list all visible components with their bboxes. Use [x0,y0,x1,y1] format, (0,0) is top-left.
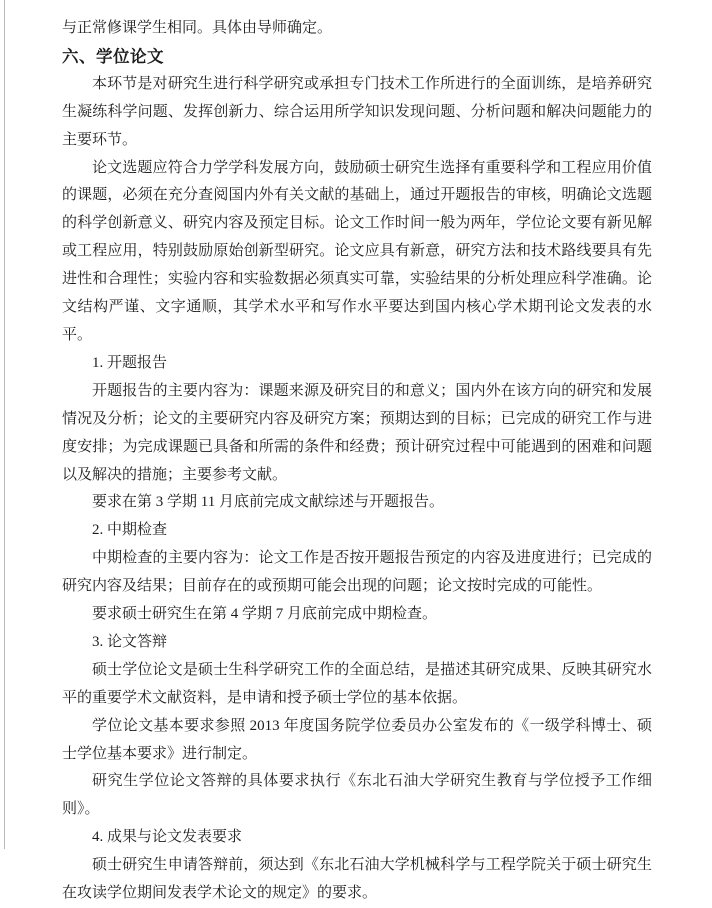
paragraph-midterm-content: 中期检查的主要内容为：论文工作是否按开题报告预定的内容及进度进行；已完成的研究内容及结果；目前存在的或预期可能会出现的问题；论文按时完成的可能性。 [62,550,652,595]
paragraph-proposal-deadline: 要求在第 3 学期 11 月底前完成文献综述与开题报告。 [92,494,444,511]
paragraph-proposal-content: 开题报告的主要内容为：课题来源及研究目的和意义；国内外在该方向的研究和发展情况及分析；论文的主要研究内容及研究方案；预期达到的目标；已完成的研究工作与进度安排；为完成课题已具备和所需的条件和经费；预计研究过程中可能遇到的困难和问题以及解决的措施；主要参考文献。 [62,382,652,483]
paragraph-midterm-deadline: 要求硕士研究生在第 4 学期 7 月底前完成中期检查。 [92,606,438,623]
page-edge-line [4,0,5,849]
section-heading-degree-thesis: 六、学位论文 [62,46,164,66]
paragraph-defense-rules: 研究生学位论文答辩的具体要求执行《东北石油大学研究生教育与学位授予工作细则》。 [62,773,652,818]
paragraph-basic-requirements: 学位论文基本要求参照 2013 年度国务院学位委员办公室发布的《一级学科博士、硕士学位基本要求》进行制定。 [62,717,652,762]
paragraph-thesis-summary: 硕士学位论文是硕士生科学研究工作的全面总结，是描述其研究成果、反映其研究水平的重要学术文献资料，是申请和授予硕士学位的基本依据。 [62,661,652,706]
numbered-item-proposal: 1. 开题报告 [92,354,168,371]
paragraph-publication-rules: 硕士研究生申请答辩前，须达到《东北石油大学机械科学与工程学院关于硕士研究生在攻读学位期间发表学术论文的规定》的要求。 [62,857,652,902]
continued-paragraph: 与正常修课学生相同。具体由导师确定。 [62,20,333,36]
numbered-item-thesis-defense: 3. 论文答辩 [92,633,168,650]
numbered-item-midterm-check: 2. 中期检查 [92,522,168,539]
document-body [62,15,652,908]
paragraph-topic-selection: 论文选题应符合力学学科发展方向，鼓励硕士研究生选择有重要科学和工程应用价值的课题，必须在充分查阅国内外有关文献的基础上，通过开题报告的审核，明确论文选题的科学创新意义、研究内容及预定目标。论文工作时间一般为两年，学位论文要有新见解或工程应用，特别鼓励原始创新型研究。论文应具有新意，研究方法和技术路线要具有先进性和合理性；实验内容和实验数据必须真实可靠，实验结果的分析处理应科学准确。论文结构严谨、文字通顺，其学术水平和写作水平要达到国内核心学术期刊论文发表的水平。 [62,159,652,343]
numbered-item-publication: 4. 成果与论文发表要求 [92,829,243,846]
paragraph-overview: 本环节是对研究生进行科学研究或承担专门技术工作所进行的全面训练，是培养研究生凝练科学问题、发挥创新力、综合运用所学知识发现问题、分析问题和解决问题能力的主要环节。 [62,75,652,148]
